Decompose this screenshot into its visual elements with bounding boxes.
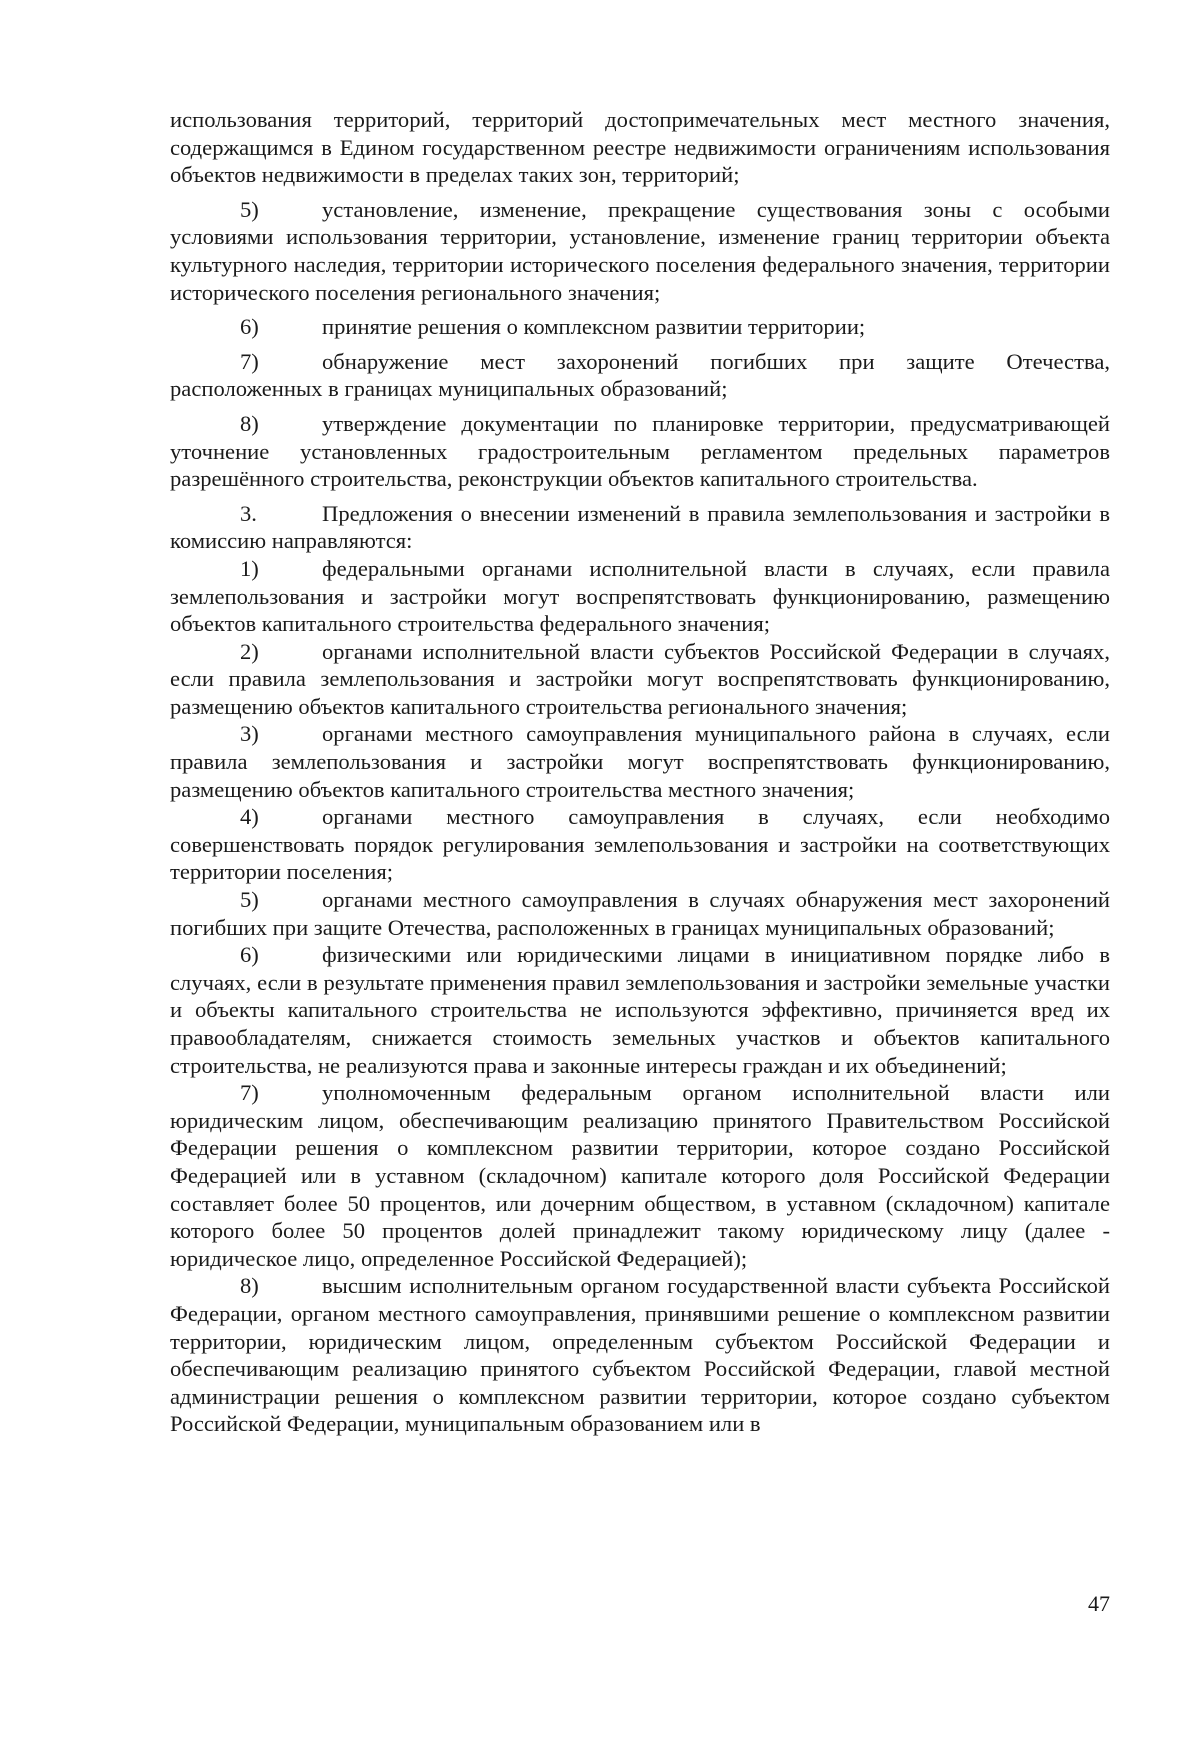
- document-body: [170, 106, 1110, 1438]
- list-number: 5): [240, 887, 259, 913]
- list-text: физическими или юридическими лицами в инициативном порядке либо в случаях, если в результате применения правил землепользования и застройки земельные участки и объекты капитального строительства не используются эффективно, причиняется вред их правообладателям, снижается стоимость земельных участков и объектов капитального строительства, не реализуются права и законные интересы граждан и их объединений;: [170, 942, 1110, 1078]
- list-text: высшим исполнительным органом государственной власти субъекта Российской Федерации, органом местного самоуправления, принявшими решение о комплексном развитии территории, юридическим лицом, определенным субъектом Российской Федерации и обеспечивающим реализацию принятого субъектом Российской Федерации, главой местной администрации решения о комплексном развитии территории, которое создано субъектом Российской Федерации, муниципальным образованием или в: [170, 1273, 1110, 1437]
- list-item-b4: [170, 803, 1110, 886]
- list-item-b3: [170, 720, 1110, 803]
- list-text: органами местного самоуправления в случаях обнаружения мест захоронений погибших при защите Отечества, расположенных в границах муниципальных образований;: [170, 887, 1110, 940]
- page-number: 47: [1088, 1591, 1110, 1616]
- list-text: органами исполнительной власти субъектов Российской Федерации в случаях, если правила землепользования и застройки могут воспрепятствовать функционированию, размещению объектов капитального строительства регионального значения;: [170, 638, 1110, 719]
- list-number: 6): [240, 942, 259, 968]
- list-number: 3): [240, 721, 259, 747]
- list-item-b2: [170, 638, 1110, 721]
- list-number: 6): [240, 314, 259, 340]
- list-number: 1): [240, 555, 259, 581]
- list-item-b1: [170, 555, 1110, 638]
- list-item-a6: [170, 313, 1110, 341]
- list-number: 7): [240, 348, 259, 374]
- list-text: установление, изменение, прекращение существования зоны с особыми условиями использования территории, установление, изменение границ территории объекта культурного наследия, территории исторического поселения федерального значения, территории исторического поселения регионального значения;: [170, 196, 1110, 305]
- list-text: принятие решения о комплексном развитии территории;: [322, 314, 866, 340]
- list-item-a7: [170, 348, 1110, 403]
- list-text: органами местного самоуправления муниципального района в случаях, если правила землепользования и застройки могут воспрепятствовать функционированию, размещению объектов капитального строительства местного значения;: [170, 721, 1110, 802]
- list-text: обнаружение мест захоронений погибших при защите Отечества, расположенных в границах муниципальных образований;: [170, 348, 1110, 402]
- list-item-b5: [170, 886, 1110, 941]
- section-number: 3.: [240, 500, 257, 526]
- list-item-b8: [170, 1272, 1110, 1438]
- list-text: органами местного самоуправления в случаях, если необходимо совершенствовать порядок регулирования землепользования и застройки на соответствующих территории поселения;: [170, 804, 1110, 885]
- list-number: 7): [240, 1080, 259, 1106]
- list-text: федеральными органами исполнительной власти в случаях, если правила землепользования и застройки могут воспрепятствовать функционированию, размещению объектов капитального строительства федерального значения;: [170, 555, 1110, 637]
- list-number: 8): [240, 1273, 259, 1299]
- list-number: 8): [240, 410, 259, 436]
- section-3-intro: [170, 500, 1110, 555]
- list-item-b7: [170, 1079, 1110, 1272]
- list-text: уполномоченным федеральным органом исполнительной власти или юридическим лицом, обеспечивающим реализацию принятого Правительством Российской Федерации решения о комплексном развитии территории, которое создано Российской Федерацией или в уставном (складочном) капитале которого доля Российской Федерации составляет более 50 процентов, или дочерним обществом, в уставном (складочном) капитале которого более 50 процентов долей принадлежит такому юридическому лицу (далее - юридическое лицо, определенное Российской Федерацией);: [170, 1080, 1110, 1271]
- intro-paragraph: использования территорий, территорий достопримечательных мест местного значения, содержащимся в Едином государственном реестре недвижимости ограничениям использования объектов недвижимости в пределах таких зон, территорий;: [170, 107, 1110, 188]
- section-text: Предложения о внесении изменений в правила землепользования и застройки в комиссию направляются:: [170, 500, 1110, 554]
- list-number: 4): [240, 804, 259, 830]
- list-number: 2): [240, 638, 259, 664]
- list-number: 5): [240, 196, 259, 222]
- list-item-b6: [170, 941, 1110, 1079]
- list-item-a8: [170, 410, 1110, 493]
- list-item-a5: [170, 196, 1110, 306]
- list-text: утверждение документации по планировке территории, предусматривающей уточнение установленных градостроительным регламентом предельных параметров разрешённого строительства, реконструкции объектов капитального строительства.: [170, 410, 1110, 492]
